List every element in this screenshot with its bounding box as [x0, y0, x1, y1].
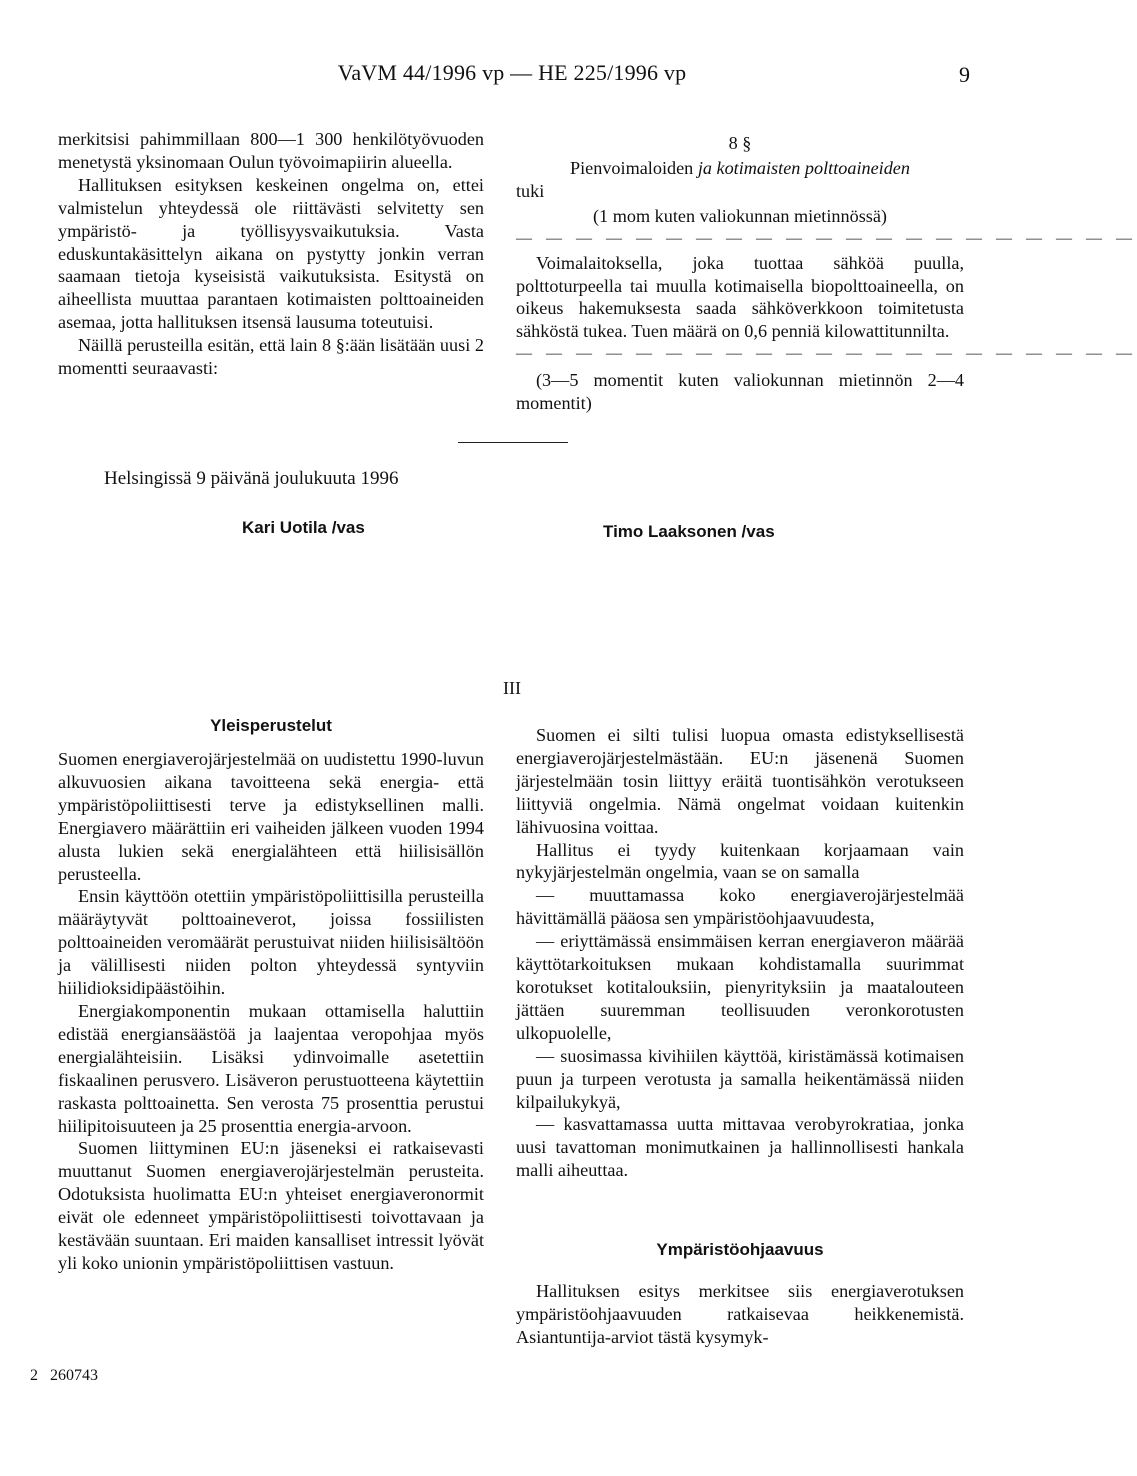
place-date: Helsingissä 9 päivänä joulukuuta 1996 [104, 468, 399, 489]
paragraph: Hallituksen esitys merkitsee siis energiaverotuksen ympäristöohjaavuuden ratkaisevaa heikkenemistä. Asiantuntija-arviot tästä kysymyk- [516, 1281, 964, 1347]
paragraph: Energiakomponentin mukaan ottamisella haluttiin edistää energiansäästöä ja laajentaa veropohjaa myös energialähteisiin. Lisäksi ydinvoimalle asetettiin fiskaalinen perusvero. Lisäveron perustuotteena käytettiin raskasta polttoainetta. Sen verosta 75 prosenttia perustui hiilipitoisuuteen ja 25 prosenttia energia-arvoon. [58, 1000, 484, 1136]
section-mark: 8 § [728, 133, 752, 153]
top-right-column [516, 132, 1137, 415]
page-number: 9 [959, 62, 970, 87]
paragraph: merkitsisi pahimmillaan 800—1 300 henkilötyövuoden menetystä yksinomaan Oulun työvoimapiirin alueella. [58, 129, 484, 172]
running-head: VaVM 44/1996 vp — HE 225/1996 vp [337, 60, 687, 85]
list-item: — kasvattamassa uutta mittavaa verobyrokratiaa, jonka uusi tavattoman monimutkainen ja hallinnollisesti hankala malli aiheuttaa. [516, 1114, 964, 1181]
paragraph: Suomen liittyminen EU:n jäseneksi ei ratkaisevasti muuttanut Suomen energiaverojärjestelmän perusteita. Odotuksista huolimatta EU:n yhteiset energiaveronormit eivät ole edenneet ympäristöpoliittisesti toivottavaan ja kestävään suuntaan. Eri maiden kansalliset intressit lyövät yli koko unionin ympäristöpoliittisen vastuun. [58, 1138, 484, 1273]
list-item: — suosimassa kivihiilen käyttöä, kiristämässä kotimaisen puun ja turpeen verotusta ja samalla heikentämässä niiden kilpailukykyä, [516, 1045, 964, 1112]
section-right-column-cont [516, 1280, 964, 1349]
heading-yleisperustelut: Yleisperustelut [210, 716, 332, 735]
closing-note: (3—5 momentit kuten valiokunnan mietinnön 2—4 momentit) [516, 370, 964, 414]
paragraph: Näillä perusteilla esitän, että lain 8 §:ään lisätään uusi 2 momentti seuraavasti: [58, 335, 484, 379]
section-left-column [58, 748, 484, 1275]
section-right-column [516, 724, 964, 1182]
paragraph: Hallitus ei tyydy kuitenkaan korjaamaan vain nykyjärjestelmän ongelmia, vaan se on samalla [516, 839, 964, 883]
list-item: — eriyttämässä ensimmäisen kerran energiaveron määrää käyttötarkoituksen mukaan kohdistamalla suurimmat korotukset kotitalouksiin, pienyrityksiin ja maatalouteen jättäen suuremman teollisuuden veronkorotusten ulkopuolelle, [516, 931, 964, 1043]
paragraph: Hallituksen esityksen keskeinen ongelma on, ettei valmistelun yhteydessä ole riittävästi selvitetty sen ympäristö- ja työllisyysvaikutuksia. Vasta eduskuntakäsittelyn aikana on pystytty jonkin verran saamaan tietoja kyseisistä vaikutuksista. Esitystä on aiheellista muuttaa parantaen kotimaisten polttoaineiden asemaa, jotta hallituksen itsensä lausuma toteutuisi. [58, 174, 484, 333]
signer-2: Timo Laaksonen /vas [603, 522, 775, 541]
print-code: 2 260743 [30, 1367, 98, 1384]
section-title [516, 157, 964, 180]
section-title-italic: ja kotimaisten polttoaineiden [697, 157, 910, 178]
omission-dashes: — — — — — — — — — — — — — — — — — — — — — [516, 345, 1137, 363]
amendment-paragraph: Voimalaitoksella, joka tuottaa sähköä puulla, polttoturpeella tai muulla kotimaisella biopolttoaineella, on oikeus hakemuksesta saada sähköverkkoon toimitetusta sähköstä tukea. Tuen määrä on 0,6 penniä kilowattitunnilta. [516, 252, 964, 342]
section-title-end: tuki [516, 180, 545, 201]
top-left-column [58, 128, 484, 380]
paragraph: Suomen energiaverojärjestelmää on uudistettu 1990-luvun alkuvuosien aikana tavoitteena sekä energia- että ympäristöpoliittisesti terve ja edistyksellinen malli. Energiavero määrättiin eri vaiheiden jälkeen vuoden 1994 alusta lukien sekä energialähteen että hiilisisällön perusteella. [58, 749, 484, 884]
heading-ymparistoohjaavuus: Ympäristöohjaavuus [656, 1240, 824, 1259]
omission-dashes: — — — — — — — — — — — — — — — — — — — — — [516, 229, 1137, 247]
moment-note: (1 mom kuten valiokunnan mietinnössä) [593, 205, 887, 226]
list-item: — muuttamassa koko energiaverojärjestelmää hävittämällä pääosa sen ympäristöohjaavuudesta, [516, 885, 964, 929]
section-title-plain: Pienvoimaloiden [570, 157, 698, 178]
section-numeral: III [503, 678, 521, 698]
paragraph: Suomen ei silti tulisi luopua omasta edistyksellisestä energiaverojärjestelmästään. EU:n jäsenenä Suomen järjestelmään tosin liittyy eräitä tuontisähkön verotukseen liittyviä ongelmia. Nämä ongelmat voidaan kuitenkin lähivuosina voittaa. [516, 725, 964, 837]
divider-rule [458, 442, 568, 443]
paragraph: Ensin käyttöön otettiin ympäristöpoliittisilla perusteilla määräytyvät polttoaineverot, joissa fossiilisten polttoaineiden veromäärät perustuivat niiden hiilisisältöön ja välillisesti niiden polton yhteydessä syntyviin hiilidioksidipäästöihin. [58, 886, 484, 999]
signer-1: Kari Uotila /vas [242, 518, 365, 537]
